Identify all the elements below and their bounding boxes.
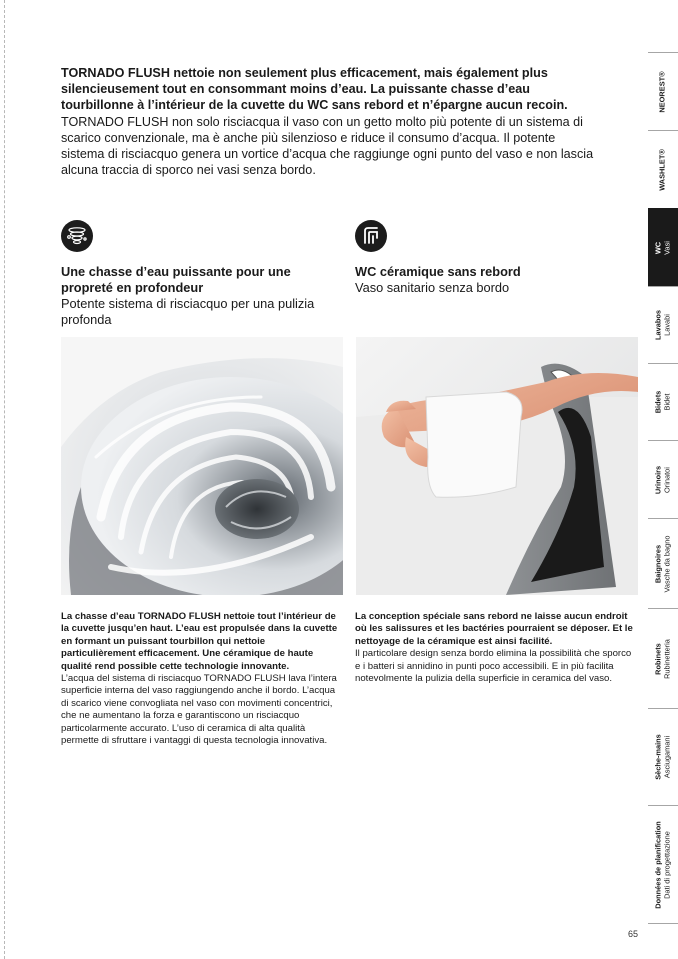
body-fr: La conception spéciale sans rebord ne laisse aucun endroit où les salissures et les bactéries pourraient se déposer. Et le nettoyage de la céramique est ainsi facilité. — [355, 611, 633, 647]
tab-label: NEOREST® — [657, 70, 667, 113]
tab-label: Robinets — [653, 642, 663, 675]
feature-title-fr: Une chasse d’eau puissante pour une propreté en profondeur — [61, 264, 291, 295]
tab-sublabel: Asciugamani — [662, 735, 671, 779]
tab-robinets[interactable] — [648, 608, 678, 708]
tab-neorest[interactable] — [648, 52, 678, 130]
tab-sublabel: Vasi — [662, 240, 671, 255]
body-it: Il particolare design senza bordo elimina la possibilità che sporco e i batteri si annidino in punti poco accessibili. E in più facilita notevolmente la pulizia della superficie in ceramica del vaso. — [355, 648, 632, 685]
feature-body-tornado — [61, 611, 341, 747]
tab-sublabel: Orinatoi — [662, 466, 671, 493]
tab-lavabos[interactable] — [648, 286, 678, 363]
tab-baignoires[interactable] — [648, 518, 678, 608]
feature-title-fr: WC céramique sans rebord — [355, 264, 521, 279]
feature-title-it: Vaso sanitario senza bordo — [355, 280, 510, 295]
tab-sublabel: Bidet — [662, 393, 671, 411]
body-it: L’acqua del sistema di risciacquo TORNADO FLUSH lava l’intera superficie interna del vaso raggiungendo anche il bordo. L’acqua di scarico viene convogliata nel vaso con movimenti concentrici, che ne aumentano la forza e garantiscono un risciacquo particolarmente accurato. L’uso di ceramica di alta qualità permette di sfruttare i vantaggi di questa tecnologia innovativa. — [61, 673, 337, 747]
tab-sublabel: Lavabi — [662, 314, 671, 336]
intro-it: TORNADO FLUSH non solo risciacqua il vaso con un getto molto più potente di un sistema di scarico convenzionale, ma è anche più silenzioso e riduce il consumo d’acqua. Il potente sistema di risciacquo genera un vortice d’acqua che raggiunge ogni punto del vaso e non lascia alcuna traccia di sporco nei vasi senza bordo. — [61, 114, 594, 178]
tornado-flush-icon — [61, 220, 93, 252]
tab-label: WASHLET® — [657, 148, 667, 191]
feature-tornado — [61, 220, 345, 328]
chapter-tabs — [648, 52, 678, 924]
swirling-water-toilet-bowl — [61, 337, 343, 595]
tab-wc[interactable] — [648, 208, 678, 286]
tab-label: Sèche-mains — [653, 734, 663, 780]
tab-sublabel: Vasche da bagno — [662, 535, 671, 592]
feature-title-it: Potente sistema di risciacquo per una pulizia profonda — [61, 296, 315, 327]
feature-body-rimless — [355, 611, 635, 685]
tab-urinoirs[interactable] — [648, 440, 678, 518]
tab-sublabel: Dati di progettazione — [662, 830, 671, 899]
hand-wiping-rimless-edge — [356, 337, 638, 595]
tab-seche-mains[interactable] — [648, 708, 678, 805]
intro-text — [61, 65, 601, 178]
binder-edge — [4, 0, 5, 959]
tab-donnees-planification[interactable] — [648, 805, 678, 923]
page-number: 65 — [628, 929, 639, 939]
intro-fr: TORNADO FLUSH nettoie non seulement plus efficacement, mais également plus silencieusement tout en consommant moins d’eau. La puissante chasse d’eau tourbillonne à l’intérieur de la cuvette du WC sans rebord et n’épargne aucun recoin. — [61, 66, 568, 113]
tab-label: Urinoirs — [653, 465, 663, 494]
tab-divider — [648, 923, 678, 924]
tab-label: Lavabos — [653, 310, 663, 340]
tab-label: Bidets — [653, 390, 663, 414]
tab-bidets[interactable] — [648, 363, 678, 440]
tab-label: Baignoires — [653, 544, 663, 583]
tab-label: WC — [653, 241, 663, 254]
body-fr: La chasse d’eau TORNADO FLUSH nettoie tout l’intérieur de la cuvette jusqu’en haut. L’eau est propulsée dans la cuvette en formant un puissant tourbillon qui nettoie particulièrement efficacement. Une céramique de haute qualité rend possible cette technologie innovante. — [61, 611, 338, 672]
feature-rimless — [355, 220, 639, 296]
tab-label: Données de planification — [653, 820, 663, 909]
tab-washlet[interactable] — [648, 130, 678, 208]
rimless-ceramic-icon — [355, 220, 387, 252]
tab-sublabel: Rubinetteria — [662, 638, 671, 679]
